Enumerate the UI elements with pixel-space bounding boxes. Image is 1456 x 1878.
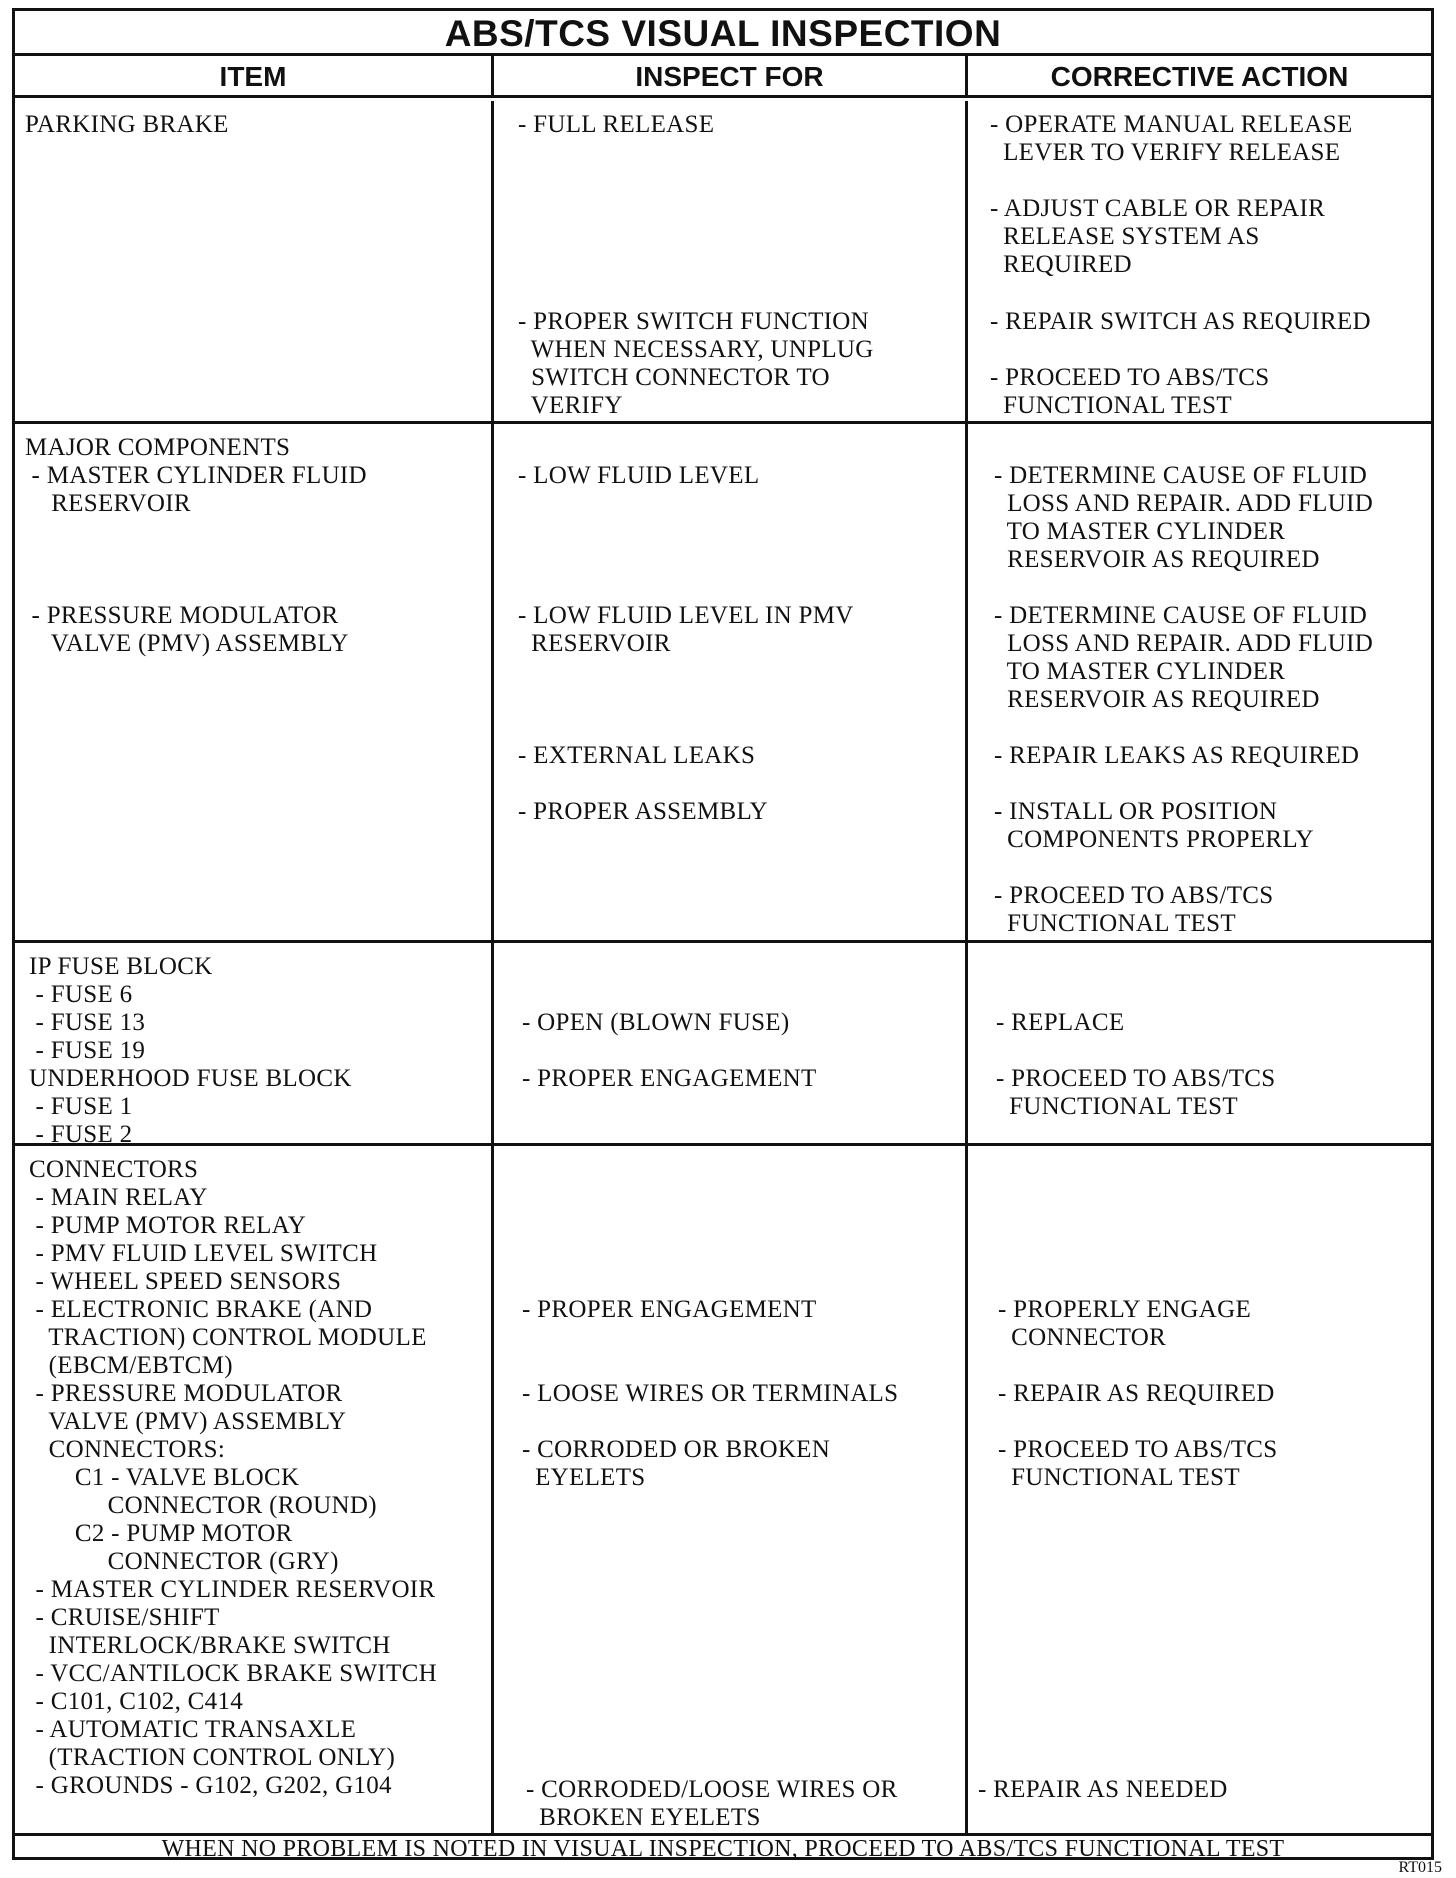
- footer-note: WHEN NO PROBLEM IS NOTED IN VISUAL INSPECTION, PROCEED TO ABS/TCS FUNCTIONAL TEST: [15, 1833, 1431, 1860]
- parking-brake-action-3: - REPAIR SWITCH AS REQUIRED: [990, 308, 1371, 335]
- header-corrective-action: CORRECTIVE ACTION: [968, 56, 1431, 98]
- major-components-action-1: - DETERMINE CAUSE OF FLUID LOSS AND REPAIR. ADD FLUID TO MASTER CYLINDER RESERVOIR AS REQUIRED: [994, 462, 1374, 573]
- major-components-action-5: - PROCEED TO ABS/TCS FUNCTIONAL TEST: [994, 882, 1274, 937]
- major-components-inspect-2: - LOW FLUID LEVEL IN PMV RESERVOIR: [518, 602, 854, 657]
- connectors-inspect-2: - LOOSE WIRES OR TERMINALS: [522, 1380, 899, 1407]
- inspection-table: [12, 8, 1434, 1860]
- parking-brake-item: PARKING BRAKE: [25, 111, 229, 138]
- major-components-inspect-3: - EXTERNAL LEAKS: [518, 742, 756, 769]
- connectors-inspect-1: - PROPER ENGAGEMENT: [522, 1296, 817, 1323]
- parking-brake-inspect-1: - FULL RELEASE: [518, 111, 715, 138]
- fuse-block-action-1: - REPLACE: [996, 1009, 1125, 1036]
- connectors-inspect-3: - CORRODED OR BROKEN EYELETS: [522, 1436, 831, 1491]
- parking-brake-action-4: - PROCEED TO ABS/TCS FUNCTIONAL TEST: [990, 364, 1270, 419]
- header-inspect-for: INSPECT FOR: [494, 56, 968, 98]
- header-item: ITEM: [15, 56, 494, 98]
- major-components-action-3: - REPAIR LEAKS AS REQUIRED: [994, 742, 1360, 769]
- parking-brake-action-2: - ADJUST CABLE OR REPAIR RELEASE SYSTEM AS REQUIRED: [990, 195, 1326, 278]
- major-components-action-4: - INSTALL OR POSITION COMPONENTS PROPERLY: [994, 798, 1314, 853]
- section-major-components: [15, 424, 1431, 940]
- connectors-inspect-4: - CORRODED/LOOSE WIRES OR BROKEN EYELETS: [526, 1776, 898, 1831]
- connectors-action-1: - PROPERLY ENGAGE CONNECTOR: [998, 1296, 1252, 1351]
- figure-code: RT015: [1398, 1859, 1442, 1876]
- parking-brake-action-1: - OPERATE MANUAL RELEASE LEVER TO VERIFY RELEASE: [990, 111, 1353, 166]
- connectors-action-2: - REPAIR AS REQUIRED: [998, 1380, 1275, 1407]
- table-title: ABS/TCS VISUAL INSPECTION: [15, 11, 1431, 56]
- major-components-inspect-1: - LOW FLUID LEVEL: [518, 462, 760, 489]
- connectors-action-4: - REPAIR AS NEEDED: [978, 1776, 1228, 1803]
- major-components-item-2: - PRESSURE MODULATOR VALVE (PMV) ASSEMBLY: [31, 602, 349, 657]
- section-fuse-block: [15, 943, 1431, 1148]
- fuse-block-item: IP FUSE BLOCK - FUSE 6 - FUSE 13 - FUSE 19 UNDERHOOD FUSE BLOCK - FUSE 1 - FUSE 2: [29, 953, 352, 1148]
- fuse-block-inspect-2: - PROPER ENGAGEMENT: [522, 1065, 817, 1092]
- section-connectors: [15, 1146, 1431, 1833]
- section-parking-brake: [15, 101, 1431, 421]
- connectors-action-3: - PROCEED TO ABS/TCS FUNCTIONAL TEST: [998, 1436, 1278, 1491]
- connectors-item: CONNECTORS - MAIN RELAY - PUMP MOTOR RELAY - PMV FLUID LEVEL SWITCH - WHEEL SPEED SENSORS - ELECTRONIC BRAKE (AND TRACTION) CONTROL MODULE (EBCM/EBTCM) - PRESSURE MODULATOR VALVE (PMV) ASSEMBLY CONNECTORS: C1 - VALVE BLOCK CONNECTOR (ROUND) C2 - PUMP MOTOR CONNECTOR (GRY) - MASTER CYLINDER RESERVOIR - CRUISE/SHIFT INTERLOCK/BRAKE SWITCH - VCC/ANTILOCK BRAKE SWITCH - C101, C102, C414 - AUTOMATIC TRANSAXLE (TRACTION CONTROL ONLY) - GROUNDS - G102, G202, G104: [29, 1156, 437, 1799]
- fuse-block-inspect-1: - OPEN (BLOWN FUSE): [522, 1009, 790, 1036]
- major-components-inspect-4: - PROPER ASSEMBLY: [518, 798, 768, 825]
- parking-brake-inspect-2: - PROPER SWITCH FUNCTION WHEN NECESSARY, UNPLUG SWITCH CONNECTOR TO VERIFY: [518, 308, 874, 419]
- major-components-action-2: - DETERMINE CAUSE OF FLUID LOSS AND REPAIR. ADD FLUID TO MASTER CYLINDER RESERVOIR AS REQUIRED: [994, 602, 1374, 713]
- fuse-block-action-2: - PROCEED TO ABS/TCS FUNCTIONAL TEST: [996, 1065, 1276, 1120]
- major-components-item-1: MAJOR COMPONENTS - MASTER CYLINDER FLUID RESERVOIR: [25, 434, 367, 517]
